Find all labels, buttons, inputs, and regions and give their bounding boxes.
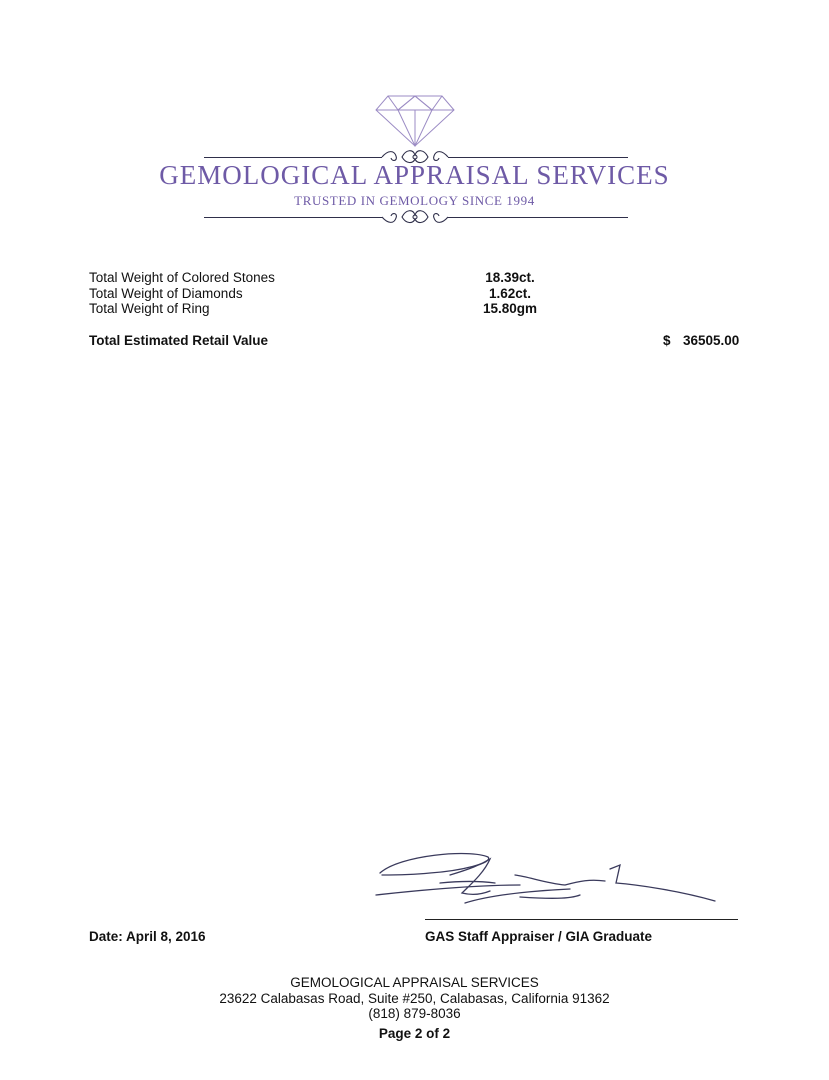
total-value-currency: $ — [663, 333, 671, 348]
summary-label-colored-stones: Total Weight of Colored Stones — [89, 270, 275, 285]
appraisal-date: Date: April 8, 2016 — [89, 929, 206, 944]
company-name: GEMOLOGICAL APPRAISAL SERVICES — [159, 160, 670, 190]
top-rule-right — [448, 157, 628, 158]
diamond-icon — [374, 92, 456, 148]
summary-label-diamonds: Total Weight of Diamonds — [89, 286, 243, 301]
summary-value-diamonds: 1.62ct. — [488, 286, 532, 301]
page-number: Page 2 of 2 — [378, 1026, 451, 1041]
footer-phone: (818) 879-8036 — [368, 1006, 461, 1021]
total-value-amount: 36505.00 — [683, 333, 740, 348]
bottom-rule-right — [448, 217, 628, 218]
summary-value-colored-stones: 18.39ct. — [485, 270, 535, 285]
bottom-rule-left — [204, 217, 382, 218]
total-value-label: Total Estimated Retail Value — [89, 333, 269, 348]
summary-value-ring: 15.80gm — [482, 301, 538, 316]
bottom-flourish-icon — [380, 206, 450, 228]
top-rule-left — [204, 157, 382, 158]
signature-line — [425, 919, 738, 920]
footer-address: 23622 Calabasas Road, Suite #250, Calabasas, California 91362 — [219, 991, 610, 1006]
appraiser-title: GAS Staff Appraiser / GIA Graduate — [425, 929, 653, 944]
company-tagline: TRUSTED IN GEMOLOGY SINCE 1994 — [294, 193, 535, 208]
summary-label-ring: Total Weight of Ring — [89, 301, 210, 316]
signature-image — [370, 845, 720, 915]
footer-company: GEMOLOGICAL APPRAISAL SERVICES — [290, 975, 539, 990]
